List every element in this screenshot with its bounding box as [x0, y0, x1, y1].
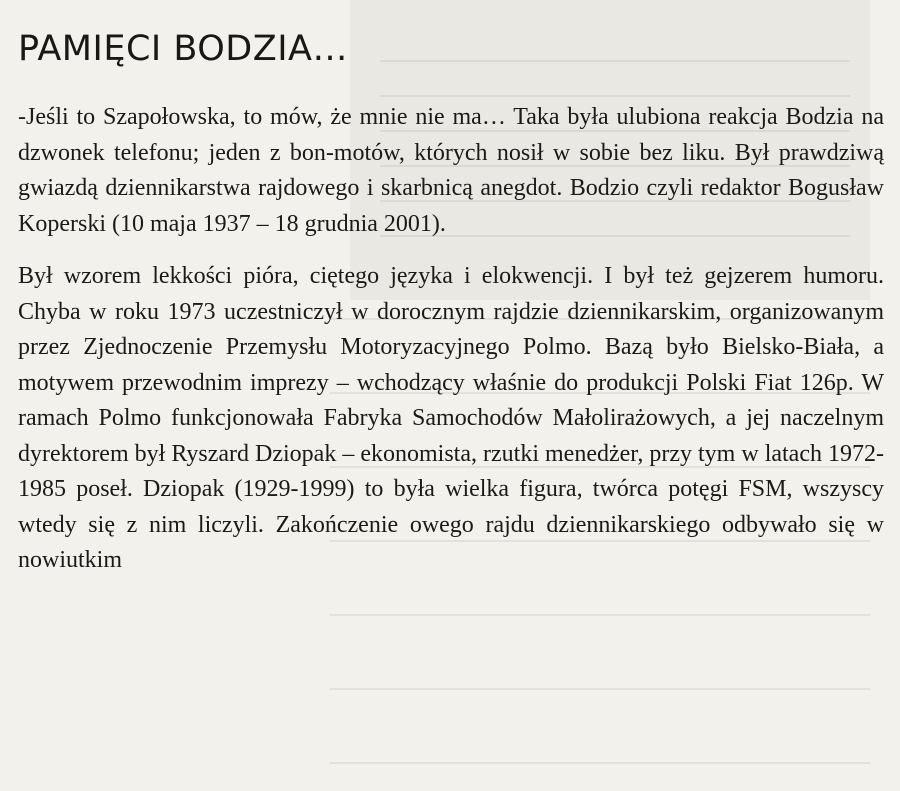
paragraph-continued: Był wzorem lekkości pióra, ciętego języka i elokwencji. I był też gejzerem humoru. Chyba w roku 1973 uczestniczył w dorocznym rajdzie dziennikarskim, organizowanym przez Zjednoczenie Przemysłu Motoryzacyjnego Polmo. Bazą było Bielsko-Biała, a motywem przewodnim imprezy – wchodzący właśnie do produkcji Polski Fiat 126p. W ramach Polmo funkcjonowała Fabryka Samochodów Małolirażowych, a jej naczelnym dyrektorem był Ryszard Dziopak – ekonomista, rzutki menedżer, przy tym w latach 1972-1985 poseł. Dziopak (1929-1999) to była wielka figura, twórca potęgi FSM, wszyscy wtedy się z nim liczyli. Zakończenie owego rajdu dziennikarskiego odbywało się w nowiutkim [18, 263, 884, 573]
paragraph-opening: -Jeśli to Szapołowska, to mów, że mnie nie ma… Taka była ulubiona reakcja Bodzia na dzwonek telefonu; jeden z bon-motów, których nosił w sobie bez liku. Był prawdziwą gwiazdą dziennikarstwa rajdowego i skarbnicą anegdot. Bodzio czyli redaktor Bogusław Koperski (10 maja 1937 – 18 grudnia 2001). [18, 104, 884, 237]
book-page [18, 0, 884, 579]
chapter-title: PAMIĘCI BODZIA… [18, 29, 348, 69]
